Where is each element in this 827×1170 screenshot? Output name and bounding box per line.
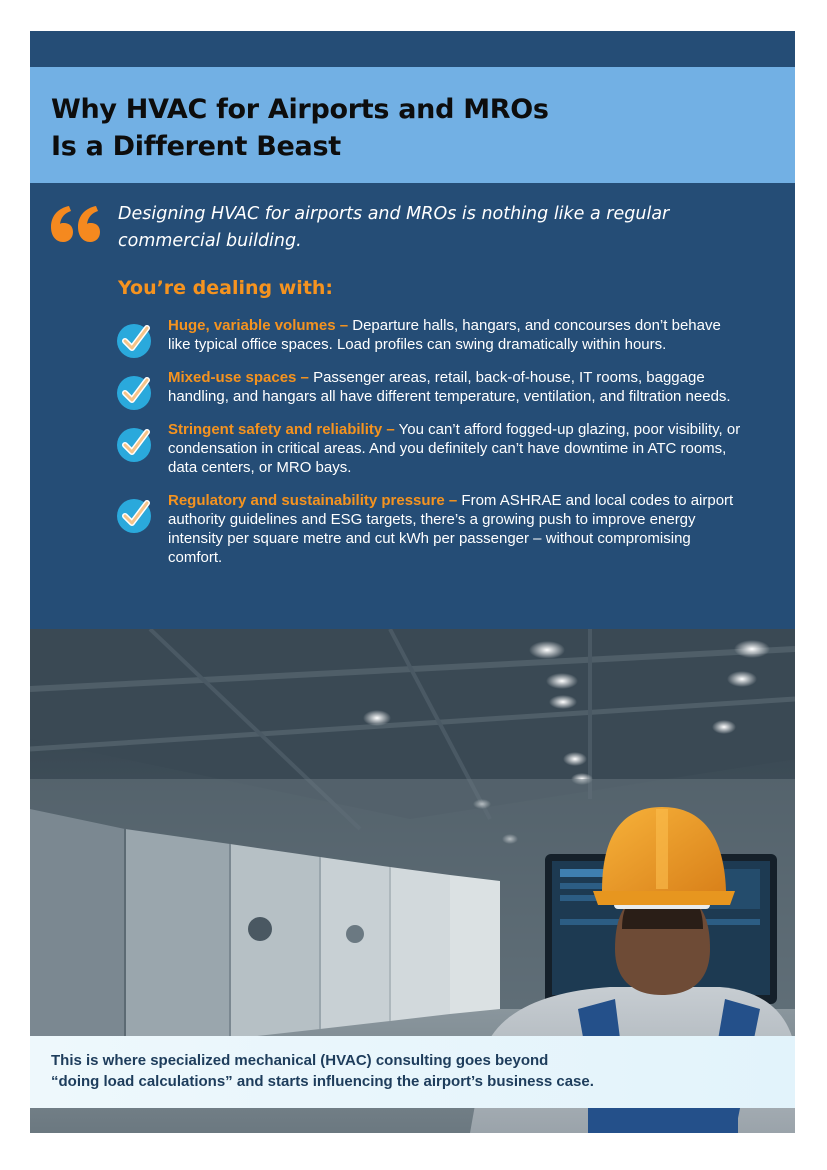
- item-text: You can’t afford fogged-up glazing, poor visibility, or condensation in critical areas. And you definitely can’t have downtime in ATC rooms, data centers, or MRO bays.: [168, 421, 741, 476]
- item-title: Stringent safety and reliability –: [168, 421, 395, 438]
- check-circle-icon: [116, 495, 156, 535]
- callout-line-1: This is where specialized mechanical (HVAC) consulting goes beyond: [51, 1052, 549, 1069]
- list-item: [116, 368, 746, 406]
- title-bar: [30, 67, 795, 183]
- item-title: Huge, variable volumes –: [168, 317, 349, 334]
- item-title: Mixed-use spaces –: [168, 369, 309, 386]
- item-text: Departure halls, hangars, and concourses don’t behave like typical office spaces. Load profiles can swing dramatically within hours.: [168, 317, 721, 353]
- item-title: Regulatory and sustainability pressure –: [168, 492, 458, 509]
- item-text: Passenger areas, retail, back-of-house, IT rooms, baggage handling, and hangars all have different temperature, ventilation, and filtration needs.: [168, 369, 731, 405]
- top-band: [30, 31, 795, 67]
- title-line-1: Why HVAC for Airports and MROs: [51, 94, 549, 125]
- list-item: [116, 316, 746, 354]
- check-circle-icon: [116, 424, 156, 464]
- callout-line-2: “doing load calculations” and starts influencing the airport’s business case.: [51, 1073, 594, 1090]
- callout-box: [30, 1036, 795, 1108]
- check-circle-icon: [116, 372, 156, 412]
- list-item: [116, 420, 746, 477]
- dealing-heading: You’re dealing with:: [118, 277, 334, 299]
- flyer-page: [30, 31, 795, 1133]
- list-item: [116, 491, 746, 567]
- quote-mark-icon: [49, 194, 101, 254]
- challenge-list: [116, 316, 746, 581]
- item-text: From ASHRAE and local codes to airport authority guidelines and ESG targets, there’s a growing push to improve energy intensity per square metre and cut kWh per passenger – without compromising comfort.: [168, 492, 734, 566]
- intro-text: Designing HVAC for airports and MROs is nothing like a regular commercial building.: [118, 204, 670, 251]
- page-title: [51, 91, 795, 165]
- title-line-2: Is a Different Beast: [51, 131, 341, 162]
- check-circle-icon: [116, 320, 156, 360]
